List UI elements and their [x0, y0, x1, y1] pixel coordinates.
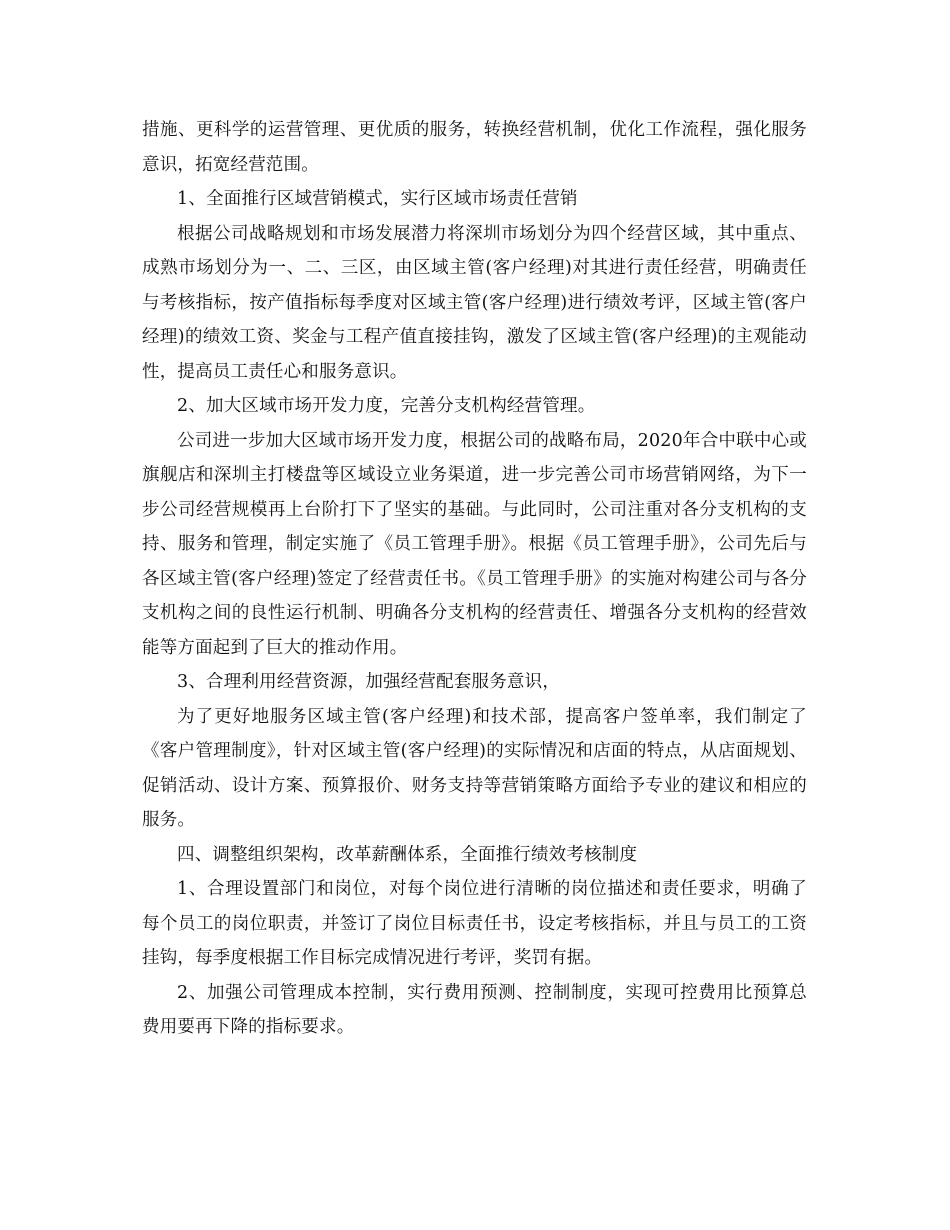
paragraph-3: 根据公司战略规划和市场发展潜力将深圳市场划分为四个经营区域，其中重点、成熟市场划分为一、二、三区，由区域主管(客户经理)对其进行责任经营，明确责任与考核指标，按产值指标每季度对区域主管(客户经理)进行绩效考评，区域主管(客户经理)的绩效工资、奖金与工程产值直接挂钩，激发了区域主管(客户经理)的主观能动性，提高员工责任心和服务意识。: [142, 223, 807, 382]
paragraph-2: 1、全面推行区域营销模式，实行区域市场责任营销: [177, 189, 578, 209]
paragraph-5: 公司进一步加大区域市场开发力度，根据公司的战略布局，2020年合中联中心或旗舰店和深圳主打楼盘等区域设立业务渠道，进一步完善公司市场营销网络，为下一步公司经营规模再上台阶打下了坚实的基础。与此同时，公司注重对各分支机构的支持、服务和管理，制定实施了《员工管理手册》。根据《员工管理手册》，公司先后与各区域主管(客户经理)签定了经营责任书。《员工管理手册》的实施对构建公司与各分支机构之间的良性运行机制、明确各分支机构的经营责任、增强各分支机构的经营效能等方面起到了巨大的推动作用。: [142, 430, 807, 658]
paragraph-6: 3、合理利用经营资源，加强经营配套服务意识，: [177, 672, 561, 692]
paragraph-8: 四、调整组织架构，改革薪酬体系，全面推行绩效考核制度: [177, 844, 638, 865]
document-body: [142, 113, 807, 1045]
paragraph-9: 1、合理设置部门和岗位，对每个岗位进行清晰的岗位描述和责任要求，明确了每个员工的岗位职责，并签订了岗位目标责任书，设定考核指标，并且与员工的工资挂钩，每季度根据工作目标完成情况进行考评，奖罚有据。: [142, 879, 807, 968]
paragraph-10: 2、加强公司管理成本控制，实行费用预测、控制制度，实现可控费用比预算总费用要再下降的指标要求。: [142, 982, 807, 1037]
paragraph-4: 2、加大区域市场开发力度，完善分支机构经营管理。: [177, 396, 596, 416]
paragraph-7: 为了更好地服务区域主管(客户经理)和技术部，提高客户签单率，我们制定了《客户管理制度》，针对区域主管(客户经理)的实际情况和店面的特点，从店面规划、促销活动、设计方案、预算报价、财务支持等营销策略方面给予专业的建议和相应的服务。: [142, 706, 807, 830]
paragraph-1: 措施、更科学的运营管理、更优质的服务，转换经营机制，优化工作流程，强化服务意识，拓宽经营范围。: [142, 120, 807, 175]
